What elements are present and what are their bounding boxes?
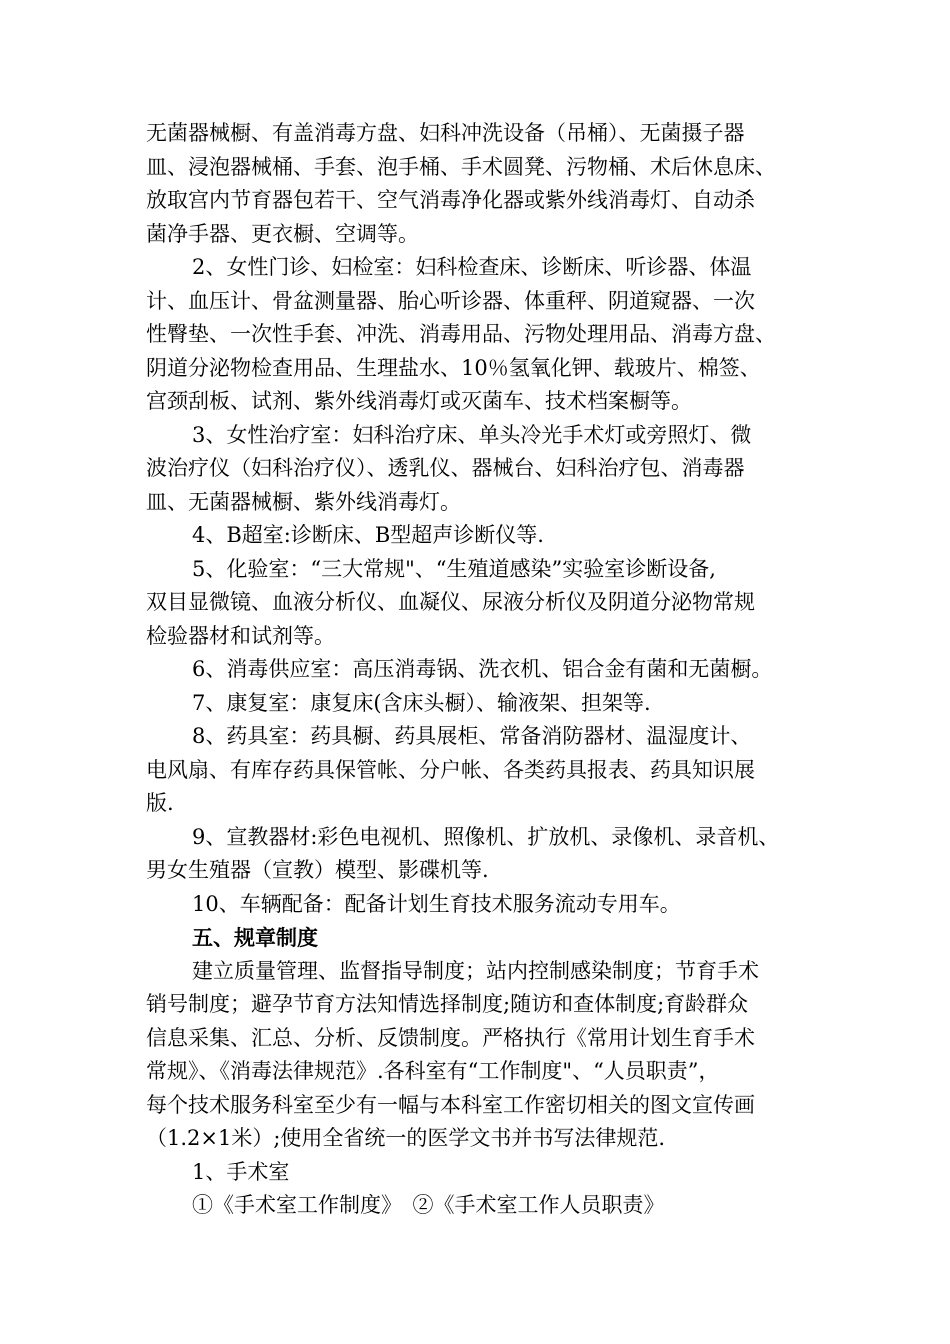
text-line: 皿、浸泡器械桶、手套、泡手桶、手术圆凳、污物桶、术后休息床、: [146, 154, 776, 179]
text-line: 2、女性门诊、妇检室：妇科检查床、诊断床、听诊器、体温: [192, 255, 752, 279]
text-line: ①《手术室工作制度》 ②《手术室工作人员职责》: [192, 1193, 665, 1217]
text-line: 男女生殖器（宣教）模型、影碟机等.: [146, 858, 489, 882]
text-line: 常规》、《消毒法律规范》.各科室有“工作制度"、“人员职责”，: [146, 1059, 720, 1083]
text-line: 宫颈刮板、试剂、紫外线消毒灯或灭菌车、技术档案橱等。: [146, 389, 692, 413]
text-line: 阴道分泌物检查用品、生理盐水、10％氢氧化钾、载玻片、棉签、: [146, 355, 761, 380]
text-line: 性臀垫、一次性手套、冲洗、消毒用品、污物处理用品、消毒方盘、: [146, 322, 776, 346]
text-line: 销号制度；避孕节育方法知情选择制度;随访和查体制度;育龄群众: [146, 992, 749, 1016]
text-line: 版.: [146, 791, 174, 815]
text-line: 信息采集、汇总、分析、反馈制度。严格执行《常用计划生育手术: [146, 1025, 755, 1050]
document-body: [146, 117, 836, 1223]
text-line: 4、B超室:诊断床、B型超声诊断仪等.: [192, 523, 544, 547]
text-line: 电风扇、有库存药具保管帐、分户帐、各类药具报表、药具知识展: [146, 757, 755, 782]
text-line: 检验器材和试剂等。: [146, 623, 335, 648]
text-line: 每个技术服务科室至少有一幅与本科室工作密切相关的图文宣传画: [146, 1092, 755, 1117]
text-line: 波治疗仪（妇科治疗仪）、透乳仪、器械台、妇科治疗包、消毒器: [146, 456, 745, 480]
section-heading: 五、规章制度: [192, 925, 318, 950]
text-line: 7、康复室：康复床(含床头橱）、输液架、担架等.: [192, 690, 651, 715]
text-line: （1.2×1米）;使用全省统一的医学文书并书写法律规范.: [146, 1126, 666, 1150]
text-line: 放取宫内节育器包若干、空气消毒净化器或紫外线消毒灯、自动杀: [146, 188, 755, 212]
text-line: 计、血压计、骨盆测量器、胎心听诊器、体重秤、阴道窥器、一次: [146, 288, 755, 313]
text-line: 菌净手器、更衣橱、空调等。: [146, 221, 419, 246]
text-line: 9、宣教器材:彩色电视机、照像机、扩放机、录像机、录音机、: [192, 824, 780, 849]
text-line: 8、药具室：药具橱、药具展柜、常备消防器材、温湿度计、: [192, 724, 752, 748]
text-line: 皿、无菌器械橱、紫外线消毒灯。: [146, 489, 461, 514]
text-line: 10、车辆配备：配备计划生育技术服务流动专用车。: [192, 891, 681, 916]
text-line: 5、化验室：“三大常规"、“生殖道感染”实验室诊断设备,: [192, 556, 716, 581]
text-line: 无菌器械橱、有盖消毒方盘、妇科冲洗设备（吊桶）、无菌摄子器: [146, 121, 745, 145]
text-line: 双目显微镜、血液分析仪、血凝仪、尿液分析仪及阴道分泌物常规: [146, 590, 755, 614]
text-line: 1、手术室: [192, 1159, 290, 1184]
text-line: 3、女性治疗室：妇科治疗床、单头冷光手术灯或旁照灯、微: [192, 422, 752, 447]
text-line: 6、消毒供应室：高压消毒锅、洗衣机、铝合金有菌和无菌橱。: [192, 657, 773, 681]
text-line: 建立质量管理、监督指导制度；站内控制感染制度；节育手术: [192, 958, 759, 983]
